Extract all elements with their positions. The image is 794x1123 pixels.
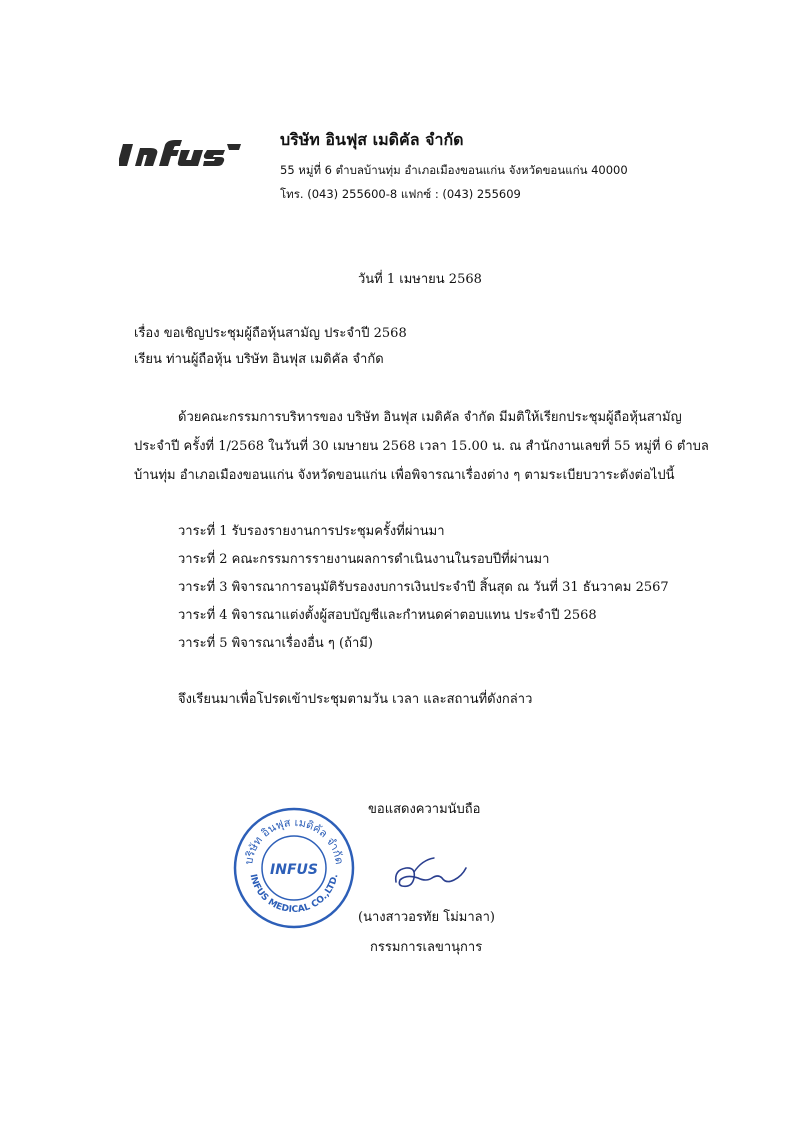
signer-name: (นางสาวอรทัย โม่มาลา) xyxy=(358,910,496,925)
letter-date: วันที่ 1 เมษายน 2568 xyxy=(358,272,482,287)
stamp-top-text: บริษัท อินฟุส เมดิคัล จำกัด xyxy=(242,815,346,866)
body-line: บ้านทุ่ม อำเภอเมืองขอนแก่น จังหวัดขอนแก่น เพื่อพิจารณาเรื่องต่าง ๆ ตามระเบียบวาระดังต่อไปนี้ xyxy=(134,468,675,483)
signature xyxy=(392,852,470,902)
agenda-item: วาระที่ 3 พิจารณาการอนุมัติรับรองงบการเงินประจำปี สิ้นสุด ณ วันที่ 31 ธันวาคม 2567 xyxy=(178,580,669,595)
agenda-item: วาระที่ 5 พิจารณาเรื่องอื่น ๆ (ถ้ามี) xyxy=(178,636,373,651)
company-address: 55 หมู่ที่ 6 ตำบลบ้านทุ่ม อำเภอเมืองขอนแก่น จังหวัดขอนแก่น 40000 xyxy=(280,163,628,177)
closing-statement: จึงเรียนมาเพื่อโปรดเข้าประชุมตามวัน เวลา และสถานที่ดังกล่าว xyxy=(178,692,533,707)
agenda-item: วาระที่ 1 รับรองรายงานการประชุมครั้งที่ผ่านมา xyxy=(178,524,445,539)
company-logo xyxy=(119,140,241,170)
letter-subject: เรื่อง ขอเชิญประชุมผู้ถือหุ้นสามัญ ประจำปี 2568 xyxy=(134,326,407,341)
regards: ขอแสดงความนับถือ xyxy=(368,802,481,817)
company-stamp xyxy=(232,806,356,930)
body-line: ด้วยคณะกรรมการบริหารของ บริษัท อินฟุส เมดิคัล จำกัด มีมติให้เรียกประชุมผู้ถือหุ้นสามัญ xyxy=(178,410,682,425)
body-line: ประจำปี ครั้งที่ 1/2568 ในวันที่ 30 เมษายน 2568 เวลา 15.00 น. ณ สำนักงานเลขที่ 55 หมู่ที่ 6 ตำบล xyxy=(134,439,709,454)
agenda-item: วาระที่ 2 คณะกรรมการรายงานผลการดำเนินงานในรอบปีที่ผ่านมา xyxy=(178,552,550,567)
letter-recipient: เรียน ท่านผู้ถือหุ้น บริษัท อินฟุส เมดิคัล จำกัด xyxy=(134,352,384,367)
stamp-bottom-text: INFUS MEDICAL CO.,LTD. xyxy=(247,873,341,916)
company-contact: โทร. (043) 255600-8 แฟกซ์ : (043) 255609 xyxy=(280,187,521,201)
company-name: บริษัท อินฟุส เมดิคัล จำกัด xyxy=(280,130,464,149)
signer-position: กรรมการเลขานุการ xyxy=(370,940,483,955)
stamp-center-logo: INFUS xyxy=(270,862,318,878)
agenda-item: วาระที่ 4 พิจารณาแต่งตั้งผู้สอบบัญชีและกำหนดค่าตอบแทน ประจำปี 2568 xyxy=(178,608,597,623)
